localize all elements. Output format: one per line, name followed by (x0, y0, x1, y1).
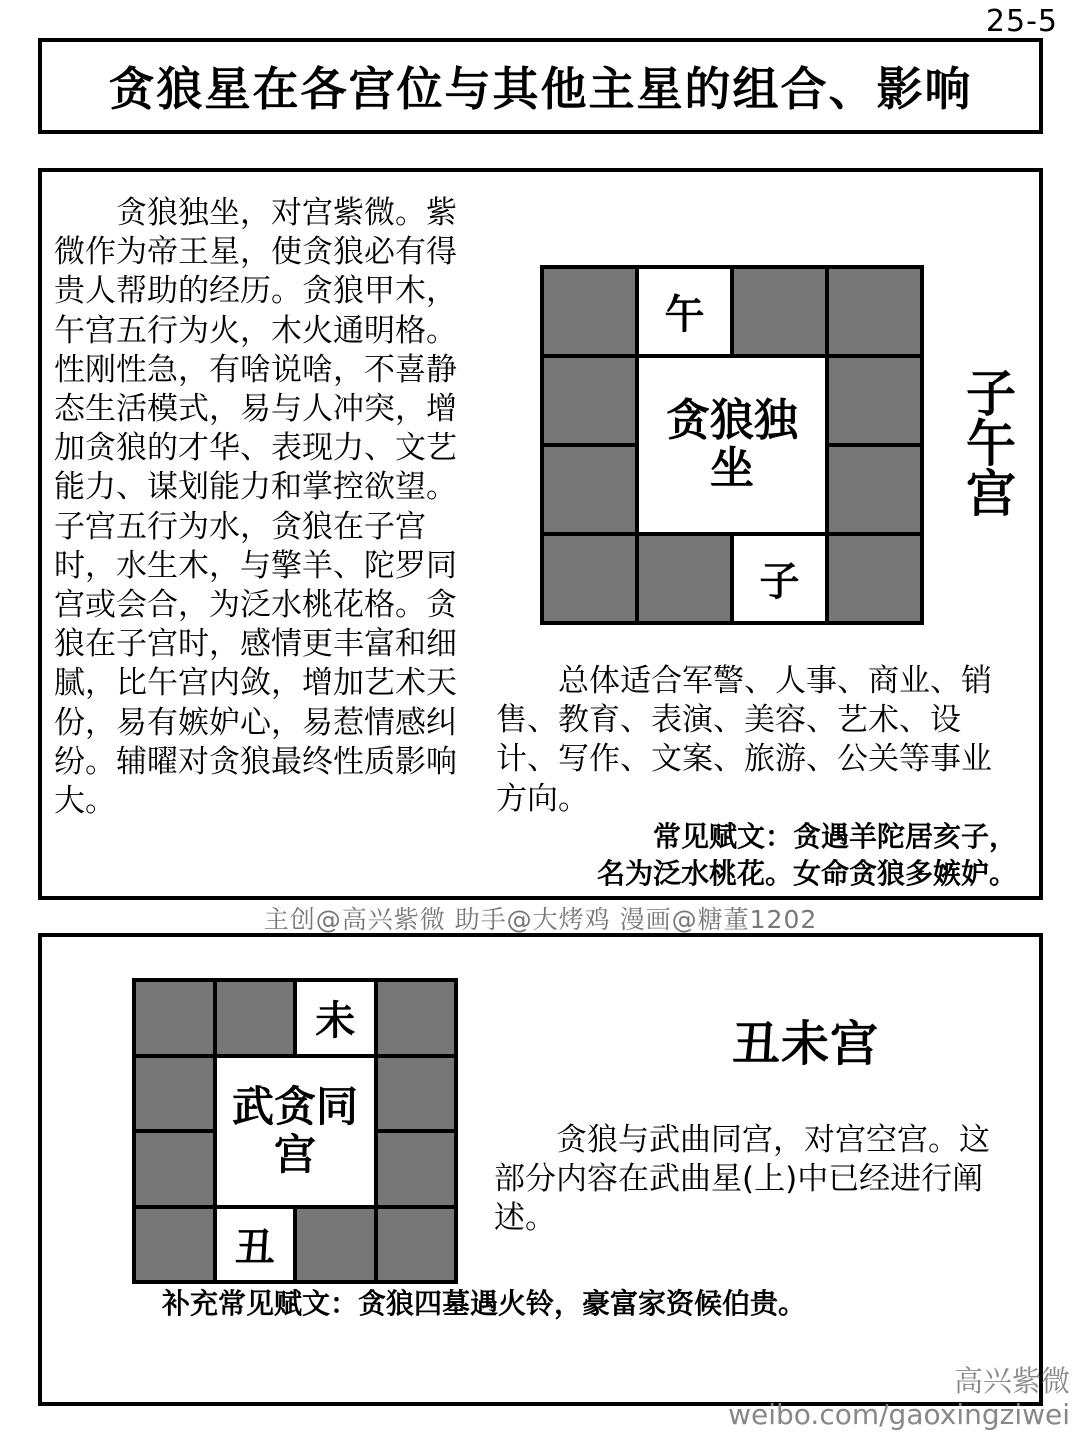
palace-cell (829, 536, 920, 621)
page-number: 25-5 (985, 4, 1058, 39)
chou-wei-panel (38, 933, 1043, 1406)
palace-cell (378, 1133, 455, 1205)
career-directions-text: 总体适合军警、人事、商业、销售、教育、表演、美容、艺术、设计、写作、文案、旅游、公关等事业方向。 (496, 663, 992, 817)
palace-cell (136, 1058, 213, 1130)
palace-cell-wu: 午 (639, 269, 730, 354)
palace-cell (297, 1209, 374, 1281)
watermark (728, 1364, 1070, 1432)
palace-center (639, 358, 825, 532)
chou-wei-description (494, 1121, 1014, 1239)
palace-cell (136, 1209, 213, 1281)
palace-cell (544, 536, 635, 621)
palace-cell (544, 269, 635, 354)
zi-wu-verse-line-2: 名为泛水桃花。女命贪狼多嫉妒。 (596, 857, 1017, 890)
palace-cell (544, 447, 635, 532)
palace-center-label: 武贪同宫 (231, 1082, 358, 1179)
palace-cell (217, 982, 294, 1054)
palace-cell-zi: 子 (734, 536, 825, 621)
zi-wu-palace-chart (540, 265, 924, 625)
career-directions (496, 662, 1016, 819)
palace-cell (829, 269, 920, 354)
chou-wei-description-text: 贪狼与武曲同宫，对宫空宫。这部分内容在武曲星(上)中已经进行阐述。 (494, 1122, 990, 1237)
palace-center (217, 1058, 374, 1205)
zi-wu-panel (38, 168, 1043, 900)
zi-wu-verse-line-1: 常见赋文：贪遇羊陀居亥子， (652, 820, 1017, 853)
title-box (38, 38, 1043, 134)
palace-cell (829, 358, 920, 443)
palace-cell-wei: 未 (297, 982, 374, 1054)
chou-wei-verse: 补充常见赋文：贪狼四墓遇火铃，豪富家资候伯贵。 (162, 1287, 807, 1320)
zi-wu-description (54, 194, 479, 821)
palace-cell (544, 358, 635, 443)
watermark-url: weibo.com/gaoxingziwei (728, 1398, 1070, 1431)
palace-cell (734, 269, 825, 354)
zi-wu-vertical-label: 子午宫 (958, 367, 1016, 517)
watermark-name: 高兴紫微 (953, 1364, 1070, 1398)
palace-cell-chou: 丑 (217, 1209, 294, 1281)
chou-wei-palace-chart (132, 978, 458, 1284)
palace-cell (136, 1133, 213, 1205)
page-title: 贪狼星在各宫位与其他主星的组合、影响 (108, 62, 973, 116)
credits: 主创@高兴紫微 助手@大烤鸡 漫画@糖董1202 (263, 905, 818, 934)
palace-cell (639, 536, 730, 621)
palace-cell (378, 982, 455, 1054)
palace-center-label: 贪狼独坐 (665, 395, 798, 494)
palace-cell (136, 982, 213, 1054)
palace-cell (378, 1209, 455, 1281)
palace-cell (378, 1058, 455, 1130)
zi-wu-verse (597, 818, 1017, 892)
chou-wei-heading: 丑未宫 (732, 1016, 880, 1072)
zi-wu-description-text: 贪狼独坐，对宫紫微。紫微作为帝王星，使贪狼必有得贵人帮助的经历。贪狼甲木，午宫五行为火，木火通明格。性刚性急，有啥说啥，不喜静态生活模式，易与人冲突，增加贪狼的才华、表现力、文艺能力、谋划能力和掌控欲望。子宫五行为水，贪狼在子宫时，水生木，与擎羊、陀罗同宫或会合，为泛水桃花格。贪狼在子宫时，感情更丰富和细腻，比午宫内敛，增加艺术天份，易有嫉妒心，易惹情感纠纷。辅曜对贪狼最终性质影响大。 (54, 195, 457, 820)
palace-cell (829, 447, 920, 532)
